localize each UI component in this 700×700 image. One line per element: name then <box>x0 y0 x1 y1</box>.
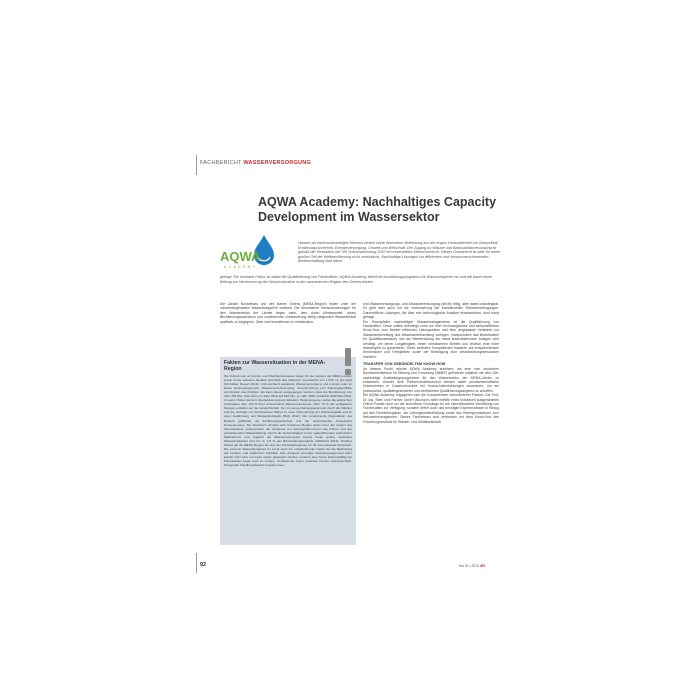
right-paragraph-4: Bei AQWA Academy engagieren sich die Kompetenzen verschiedener Partner. Die Prof. Dr.-Ing. Stein und Partner GmbH (Bochum) stellt mithilfe eines individuell ausgerichteten Online-Portals nicht nur die technische Grundlage für die internetbasierte Vermittlung von Fachinhalten zur Verfügung, sondern liefert auch das benötigte Expertenwissen in Bezug auf den Rohrleitungsbau, die Leitungsinstandhaltung sowie das Hintergrundwissen zum Netzwerkmanagement. Dieses Fachwissen wird verbunden mit dem Know-How des Forschungsinstituts für Wasser- und Abfallwirtschaft <box>363 393 499 424</box>
footer-rule <box>196 553 197 573</box>
section-label <box>200 160 311 166</box>
issue-label: bbr 01 | 2013 <box>459 564 479 568</box>
issue-info <box>459 563 485 568</box>
fact-box-text: Die Vorkommen an Grund- und Oberflächenwasser liegen für die meisten der MENA-Länder schon heute teilweise deutlich unterhalb des kritischen Grenzwerts von 1.000 m³ pro Kopf (UN-Water Report 2012). Unzureichend gewartete Wasserversorgung und marode oder zu kleine Entsorgungsnetze, Wasserverschwendung, Verschmutzung und Nutzungskonflikte verschärfen das Problem. Es kann davon ausgegangen werden, dass die Bevölkerung von über 359 Mio. Menschen im Jahr 2010 auf 692 Mio. im Jahr 2050 anwächst (ESCWA 2012). In weiten Teilen werden Überlandversorgung diskutiert. Beispielsweise nutzen die arabischen Golfstaaten über 100 % ihrer erneuerbaren Wasserressourcen. Über 70 % der verfügbaren Mengen entfallen auf die Landwirtschaft. Der immense Nutzungsanspruch durch die Flächen und die Verträge von Frischwasser führen zu einer Übernutzung der Wasserqualität und zu einer Gefährdung des Wasserkreislaufs (BAG 2012). Die zunehmende Degradation des Bodens gefährdet die Ernährungssicherheit und hat weitreichende ökologische Konsequenzen. Der klimatisch ohnehin sehr trockenen Region leidet unter den Folgen des Klimawandels, insbesondere der Zunahme von Extremphänomenen wie Dürren und der schwankenden Wasserbildung. Durch die Notwendigkeit immer weiterführender technischer Maßnahmen und zugleich die Wasserversorgung bereits heute großer weltweiter Wasserknappheit wird bis zu 2,5 % des Bruttoinlandsprodukts (UNESCO 2010). Darüber hinaus gilt die MENA-Region als eine der Schlüsselregionen für die internationale Sicherheit. Die extreme Wasserknappheit ist somit auch ein entscheidender Faktor für die Bedrohung der sozialen und politischen Stabilität. Das dringend benötigte Wassermanagement kann jedoch nicht oder nur kaum weiter gesteigert werden, sondern eher heute leistungsfähig ein Klimawandel sogar noch zu senken. Umfassende Krisen scheinen bereits unausweichlich. Dringender Handlungsbedarf ist gekommen. <box>224 374 352 468</box>
right-subheading: TRANSFER VON GEBÜNDELTEM KNOW-HOW <box>363 362 446 367</box>
header-rule <box>196 155 197 175</box>
article-title: AQWA Academy: Nachhaltiges Capacity Development im Wassersektor <box>258 195 497 224</box>
magazine-page <box>196 125 501 577</box>
right-paragraph-3: An diesem Punkt möchte AQWA Academy ansetzen: als eine vom deutschen Bundesministerium für Bildung und Forschung (BMBF) geförderte Initiative mit dem Ziel, nachhaltige Ausbildungsprogramme für den Wassersektor der MENA-Länder zu entwickeln. Gemäß dem Partnerschaftskonzept werden dabei privatwirtschaftliche Unternehmen in Zusammenarbeit mit Hochschuleinrichtungen zusammen, um ein praxisnahes, qualitätsgesichertes und zertifiziertes Qualifizierungsangebot zu schaffen. <box>363 366 499 393</box>
svg-text:ACADEMY: ACADEMY <box>224 265 258 269</box>
aqwa-logo <box>220 233 278 273</box>
section-topic: WASSERVERSORGUNG <box>243 160 312 166</box>
section-kind: FACHBERICHT <box>200 160 242 166</box>
svg-text:AQWA: AQWA <box>220 249 261 264</box>
right-paragraph-2: Ein Grundpfeiler nachhaltigen Wassermanagements ist die Qualifizierung von Fachkräften. Diese sollten allerdings nicht nur über technologisches und wirtschaftliches Know-How zum Betrieb effizienter Leitungsnetze und über angepasste Verfahren zur Wasseraufbereitung und Abwasserbehandlung verfügen. Insbesondere das Bewusstsein für Qualitätsstandards und die Werterhaltung der meist kostenintensiven Anlagen wird benötigt, um deren Langlebigkeit, einen verlustarmen Betrieb und letztlich eine hohe Wassergüte zu garantieren. Diese zentralen Kompetenzen basieren auf entsprechenden Kenntnissen und Fertigkeiten sowie der Befähigung zum verantwortungsbewussten Handeln. <box>363 319 499 359</box>
fact-box-title: Fakten zur Wassersituation in der MENA-Region <box>224 360 326 372</box>
brand-mark: 3R <box>479 563 485 568</box>
page-number: 92 <box>200 562 206 568</box>
article-lead-continued: gefragt. Ein zentraler Faktor ist dabei die Qualifizierung von Fachkräften. AQWA Academy bietet ein Ausbildungsprogramm für Wasserexperten an und will damit einen Beitrag zur Verbesserung der Wassersituation in der wasserarmen Region des Orients leisten. <box>220 275 493 284</box>
exclamation-icon <box>337 347 359 377</box>
left-column-intro: Die Länder Nordafrikas und des Nahen Ostens (MENA-Region) leiden unter der schwerwiegendsten Wasserknappheit weltweit. Die besonderen Herausforderungen für den Wassersektor der Länder liegen dann, dem durch Klimawandel, hohes Bevölkerungswachstum und zunehmende Urbanisierung stetig steigenden Wasserbedarf qualitativ zu begegnen. Zwar sind Investitionen in Infrastruktur <box>220 302 356 324</box>
right-paragraph-1: und Wasserversorgungs- und Abwasserentsorgung (leicht) nötig, aber dabei unabdingbar. Es geht aber auch um die Verbesserung der institutionellen Rahmenbedingungen. Ganzheitliche Lösungen, die über rein technologische Ansätze hinausreichen, sind somit gefragt. <box>363 302 499 320</box>
article-lead: Wasser als lebensnotwendiges Element besitzt seine besondere Bedeutung aus der engen Verbundenheit mit Gesundheit, Ernährungssicherheit, Energieversorgung, Umwelt und Wirtschaft. Der Zugang zu Wasser und Basissanitärversorgung ist gemäß der Resolution der UN-Vollversammlung 2010 ein essenzielles Menschenrecht. Dieses Grundrecht ist aber für einen großen Teil der Weltbevölkerung nicht verwirklicht. Nachhaltige Lösungen zur effizienten und ressourcenschonenden Bewirtschaftung sind daher <box>298 241 501 264</box>
right-column <box>363 302 499 424</box>
fact-box <box>220 357 356 545</box>
